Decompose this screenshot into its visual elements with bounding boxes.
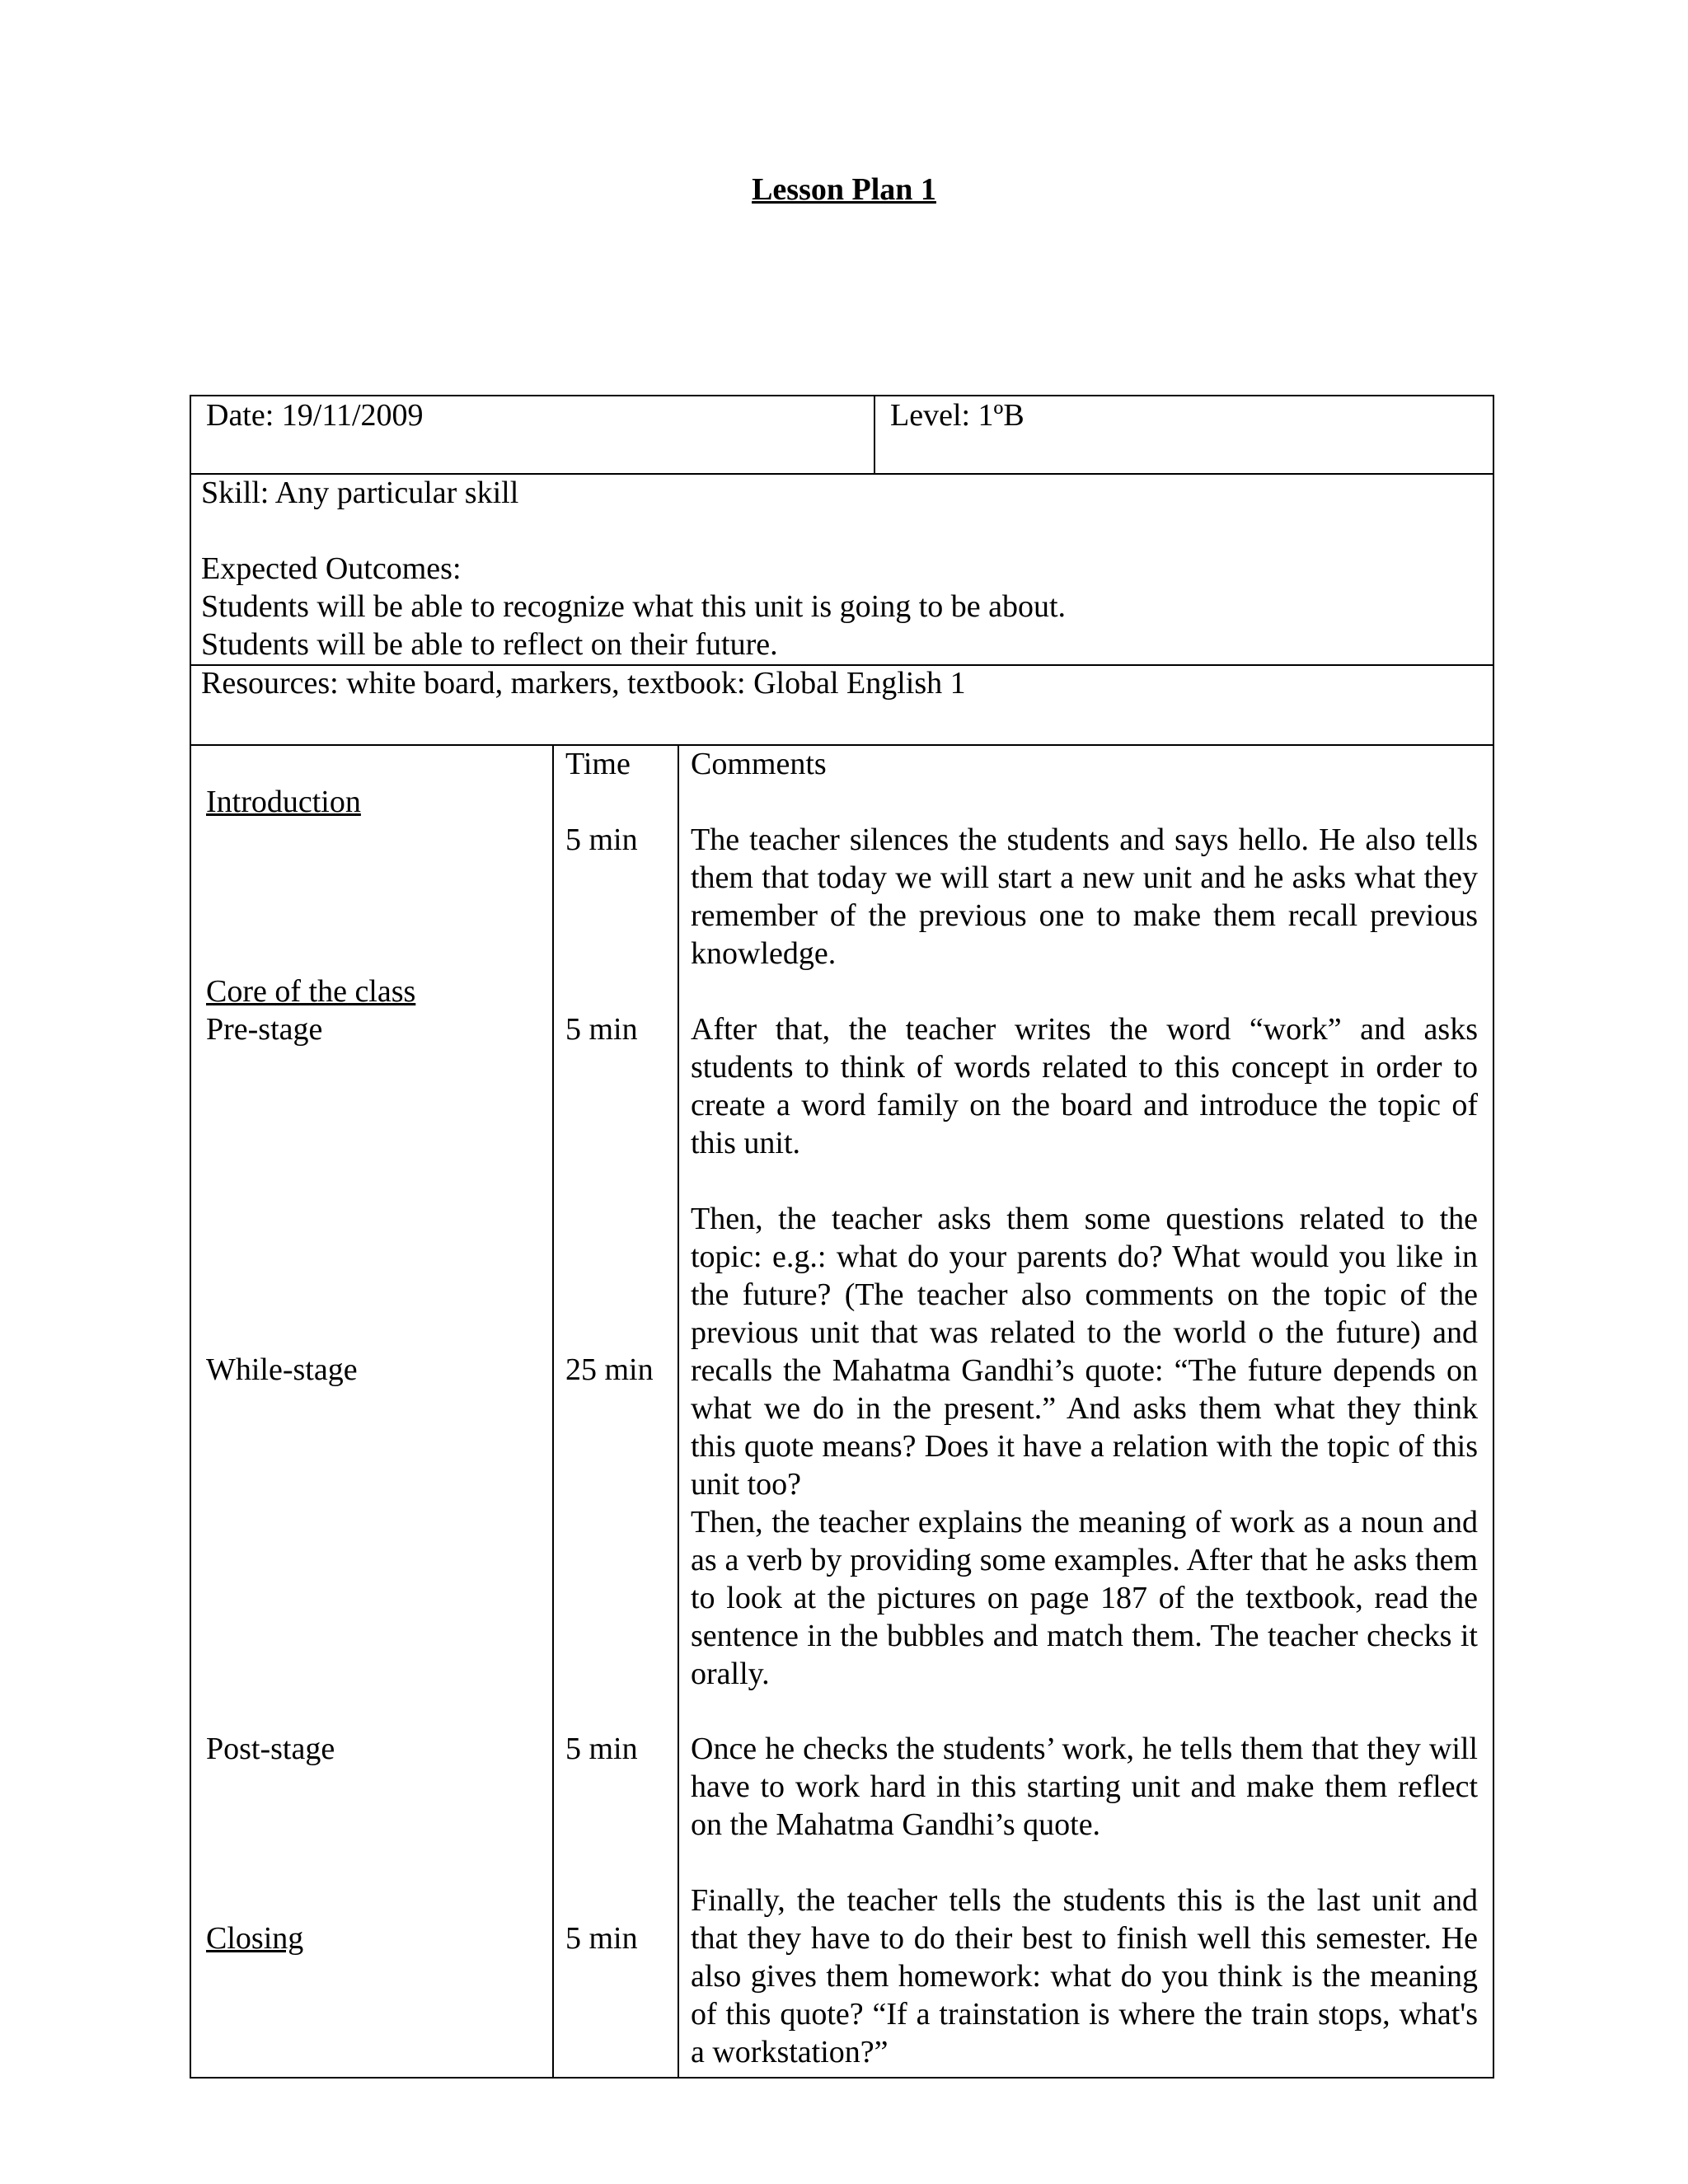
stage-introduction: Introduction xyxy=(206,785,361,819)
stage-post: Post-stage xyxy=(206,1732,335,1766)
comment-paragraph: Finally, the teacher tells the students this is the last unit and that they have to do their best to finish well this semester. He also gives them homework: what do you think is the meaning of this quote? “If a trainstation is where the train stops, what's a workstation?” xyxy=(691,1883,1478,2069)
resources-field: Resources: white board, markers, textbook: Global English 1 xyxy=(201,666,966,701)
time-cell: 5 min xyxy=(565,1732,638,1766)
comments-header: Comments xyxy=(691,747,827,781)
stage-while: While-stage xyxy=(206,1352,358,1387)
comment-paragraph: After that, the teacher writes the word “work” and asks students to think of words related to this concept in order to create a word family on the board and introduce the topic of this unit. xyxy=(691,1012,1478,1160)
expected-outcomes-label: Expected Outcomes: xyxy=(201,551,462,586)
comment-paragraph: Then, the teacher explains the meaning of work as a noun and as a verb by providing some examples. After that he asks them to look at the pictures on page 187 of the textbook, read the sentence in the bubbles and match them. The teacher checks it orally. xyxy=(691,1505,1478,1691)
stage-closing: Closing xyxy=(206,1921,304,1956)
time-cell: 5 min xyxy=(565,1012,638,1047)
time-header: Time xyxy=(565,747,631,781)
time-column-divider xyxy=(678,744,679,2077)
date-field: Date: 19/11/2009 xyxy=(206,398,424,433)
time-cell: 25 min xyxy=(565,1352,654,1387)
stage-column-divider xyxy=(552,744,554,2077)
page-title: Lesson Plan 1 xyxy=(752,172,936,207)
comment-paragraph: Then, the teacher asks them some questions related to the topic: e.g.: what do your parents do? What would you like in the future? (The teacher also comments on the topic of the previous unit that was related to the world o the future) and recalls the Mahatma Gandhi’s quote: “The future depends on what we do in the present.” And asks them what they think this quote means? Does it have a relation with the topic of this unit too? xyxy=(691,1202,1478,1502)
outcome-item: Students will be able to recognize what this unit is going to be about. xyxy=(201,589,1067,624)
row-divider-resources xyxy=(191,744,1493,746)
level-field: Level: 1ºB xyxy=(890,398,1025,433)
stage-pre: Pre-stage xyxy=(206,1012,323,1047)
time-cell: 5 min xyxy=(565,1921,638,1956)
time-cell: 5 min xyxy=(565,823,638,857)
lesson-plan-table xyxy=(190,395,1494,2079)
outcome-item: Students will be able to reflect on their future. xyxy=(201,627,778,662)
skill-field: Skill: Any particular skill xyxy=(201,476,519,510)
comment-paragraph: The teacher silences the students and says hello. He also tells them that today we will start a new unit and he asks what they remember of the previous one to make them recall previous knowledge. xyxy=(691,823,1478,971)
comment-paragraph: Once he checks the students’ work, he tells them that they will have to work hard in this starting unit and make them reflect on the Mahatma Gandhi’s quote. xyxy=(691,1732,1478,1842)
header-column-divider xyxy=(874,396,875,473)
stage-core: Core of the class xyxy=(206,974,416,1009)
